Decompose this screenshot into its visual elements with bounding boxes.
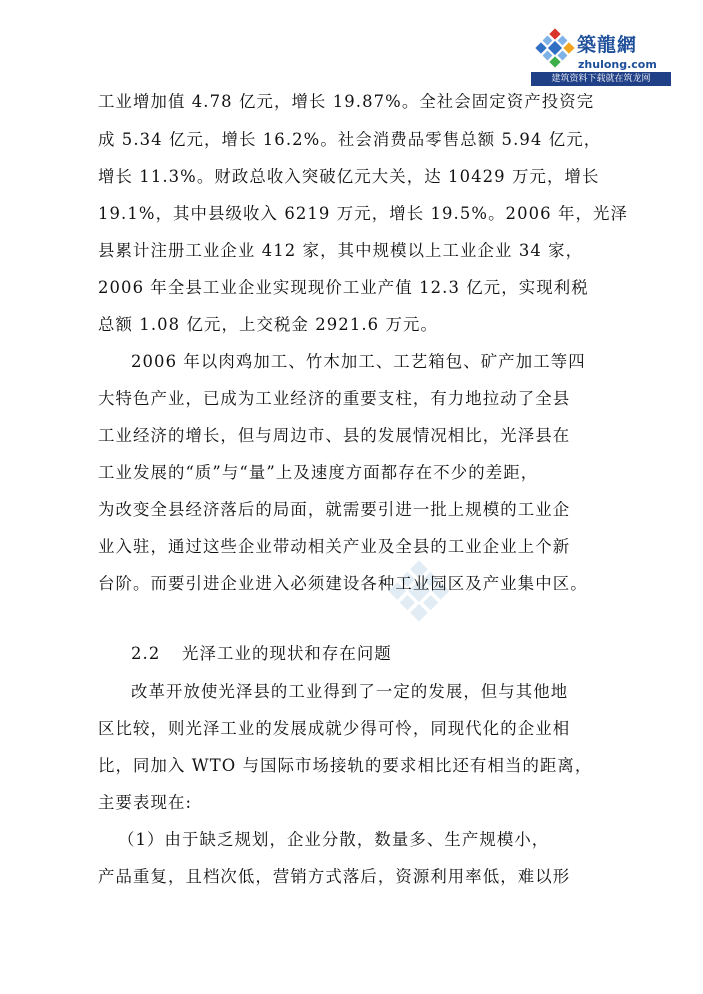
body-text-line: 总额 1.08 亿元，上交税金 2921.6 万元。 [98, 315, 438, 334]
snowflake-logo-icon [535, 28, 575, 68]
logo-brand-name: 築龍網 [577, 34, 638, 56]
body-text-line: 业入驻，通过这些企业带动相关产业及全县的工业企业上个新 [98, 537, 571, 556]
body-text-line: 2006 年全县工业企业实现现价工业产值 12.3 亿元，实现利税 [98, 278, 589, 297]
body-text-line: 大特色产业，已成为工业经济的重要支柱，有力地拉动了全县 [98, 389, 571, 408]
body-text-line: 区比较，则光泽工业的发展成就少得可怜，同现代化的企业相 [98, 719, 571, 738]
logo-slogan: 建筑资料下载就在筑龙网 [531, 72, 671, 86]
body-text-line: 工业增加值 4.78 亿元，增长 19.87%。全社会固定资产投资完 [98, 92, 595, 111]
zhulong-logo[interactable] [531, 22, 671, 86]
body-text-line: 工业发展的“质”与“量”上及速度方面都存在不少的差距， [98, 463, 539, 482]
body-text-line: 增长 11.3%。财政总收入突破亿元大关，达 10429 万元，增长 [98, 167, 600, 186]
body-text-line: 成 5.34 亿元，增长 16.2%。社会消费品零售总额 5.94 亿元， [98, 130, 602, 149]
body-text-line: 19.1%，其中县级收入 6219 万元，增长 19.5%。2006 年，光泽 [98, 204, 628, 223]
body-text-line: 为改变全县经济落后的局面，就需要引进一批上规模的工业企 [98, 500, 571, 519]
body-text-line: （1）由于缺乏规划，企业分散，数量多、生产规模小， [118, 830, 550, 849]
body-text-line: 台阶。而要引进企业进入必须建设各种工业园区及产业集中区。 [98, 574, 588, 593]
body-text-line: 产品重复，且档次低，营销方式落后，资源利用率低，难以形 [98, 867, 571, 886]
body-text-line: 比，同加入 WTO 与国际市场接轨的要求相比还有相当的距离， [98, 756, 593, 775]
section-number: 2.2 [131, 644, 161, 663]
logo-domain: zhulong.com [578, 58, 657, 71]
body-text-line: 2006 年以肉鸡加工、竹木加工、工艺箱包、矿产加工等四 [131, 352, 586, 371]
body-text-line: 改革开放使光泽县的工业得到了一定的发展，但与其他地 [131, 682, 569, 701]
body-text-line: 主要表现在: [98, 793, 193, 812]
body-text-line: 县累计注册工业企业 412 家，其中规模以上工业企业 34 家， [98, 241, 584, 260]
section-title: 光泽工业的现状和存在问题 [182, 644, 392, 663]
body-text-line: 工业经济的增长，但与周边市、县的发展情况相比，光泽县在 [98, 426, 571, 445]
